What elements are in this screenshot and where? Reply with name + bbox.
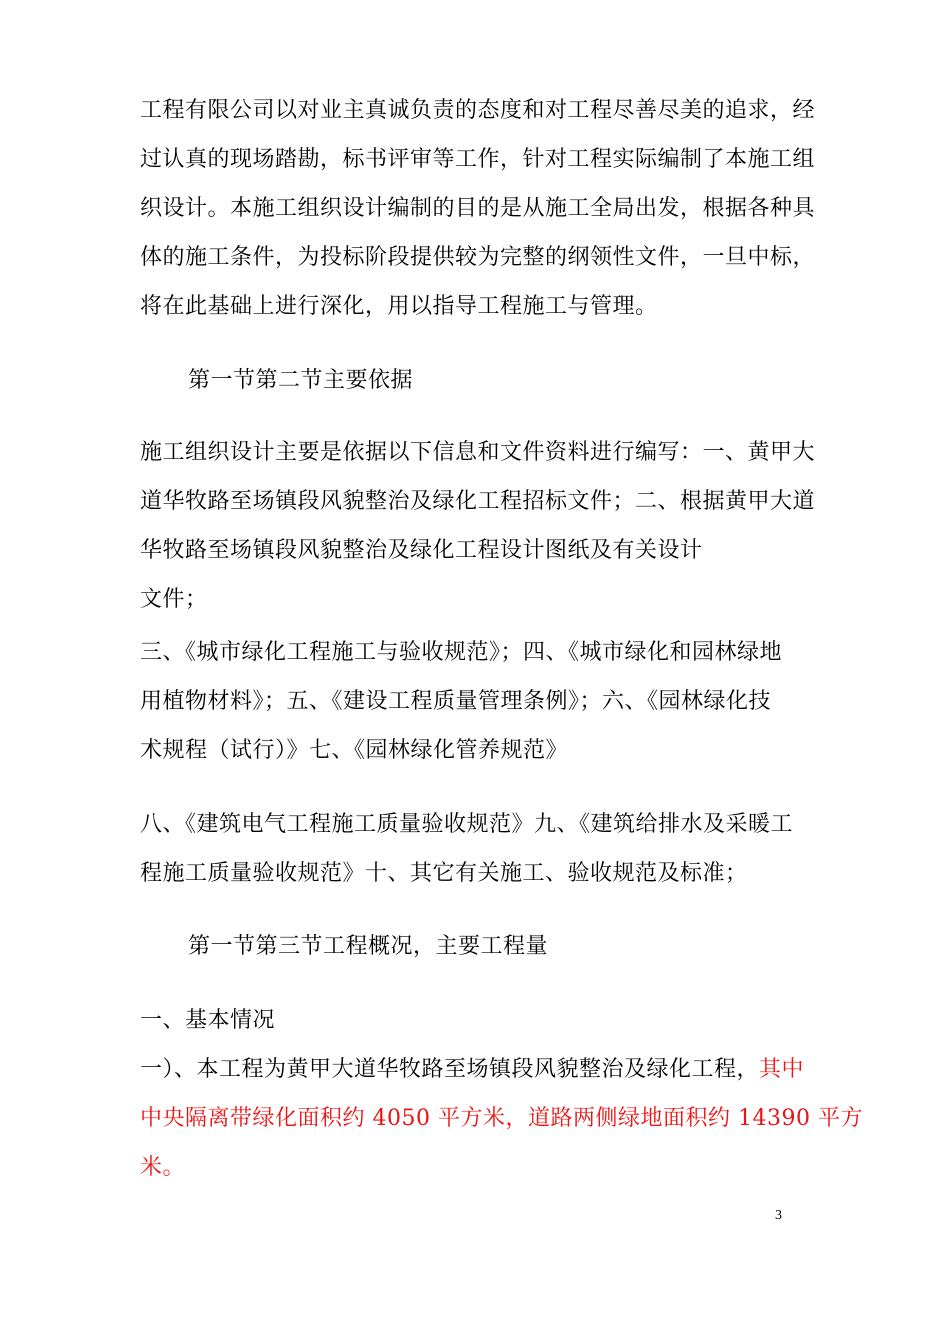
highlighted-text: 中央隔离带绿化面积约 4050 平方米，道路两侧绿地面积约 14390 平方 [140,1106,863,1131]
page-number: 3 [775,1208,782,1223]
section-heading: 第一节第三节工程概况，主要工程量 [188,934,549,959]
paragraph-line: 体的施工条件，为投标阶段提供较为完整的纲领性文件，一旦中标， [140,245,816,270]
paragraph-line: 将在此基础上进行深化，用以指导工程施工与管理。 [140,294,658,319]
subheading: 一、基本情况 [140,1008,276,1033]
highlighted-text: 米。 [140,1155,186,1180]
paragraph-line: 工程有限公司以对业主真诚负责的态度和对工程尽善尽美的追求，经 [140,98,816,123]
paragraph-line: 织设计。本施工组织设计编制的目的是从施工全局出发，根据各种具 [140,196,816,221]
text-span: 一）、本工程为黄甲大道华牧路至场镇段风貌整治及绿化工程， [140,1057,760,1082]
paragraph-line: 用植物材料》；五、《建设工程质量管理条例》；六、《园林绿化技 [140,689,772,714]
paragraph-line: 华牧路至场镇段风貌整治及绿化工程设计图纸及有关设计 [140,538,703,563]
section-heading: 第一节第二节主要依据 [188,368,414,393]
paragraph-line: 三、《城市绿化工程施工与验收规范》；四、《城市绿化和园林绿地 [140,640,783,665]
paragraph-line: 八、《建筑电气工程施工质量验收规范》九、《建筑给排水及采暖工 [140,812,794,837]
paragraph-line: 过认真的现场踏勘，标书评审等工作，针对工程实际编制了本施工组 [140,147,816,172]
paragraph-line: 程施工质量验收规范》十、其它有关施工、验收规范及标准； [140,861,748,886]
highlighted-text: 其中 [759,1057,805,1082]
paragraph-line: 文件； [140,587,208,612]
paragraph-line: 施工组织设计主要是依据以下信息和文件资料进行编写：一、黄甲大 [140,440,816,465]
paragraph-line: 道华牧路至场镇段风貌整治及绿化工程招标文件；二、根据黄甲大道 [140,489,816,514]
paragraph-line [140,1055,804,1085]
paragraph-line: 术规程（试行）》七、《园林绿化管养规范》 [140,738,569,763]
